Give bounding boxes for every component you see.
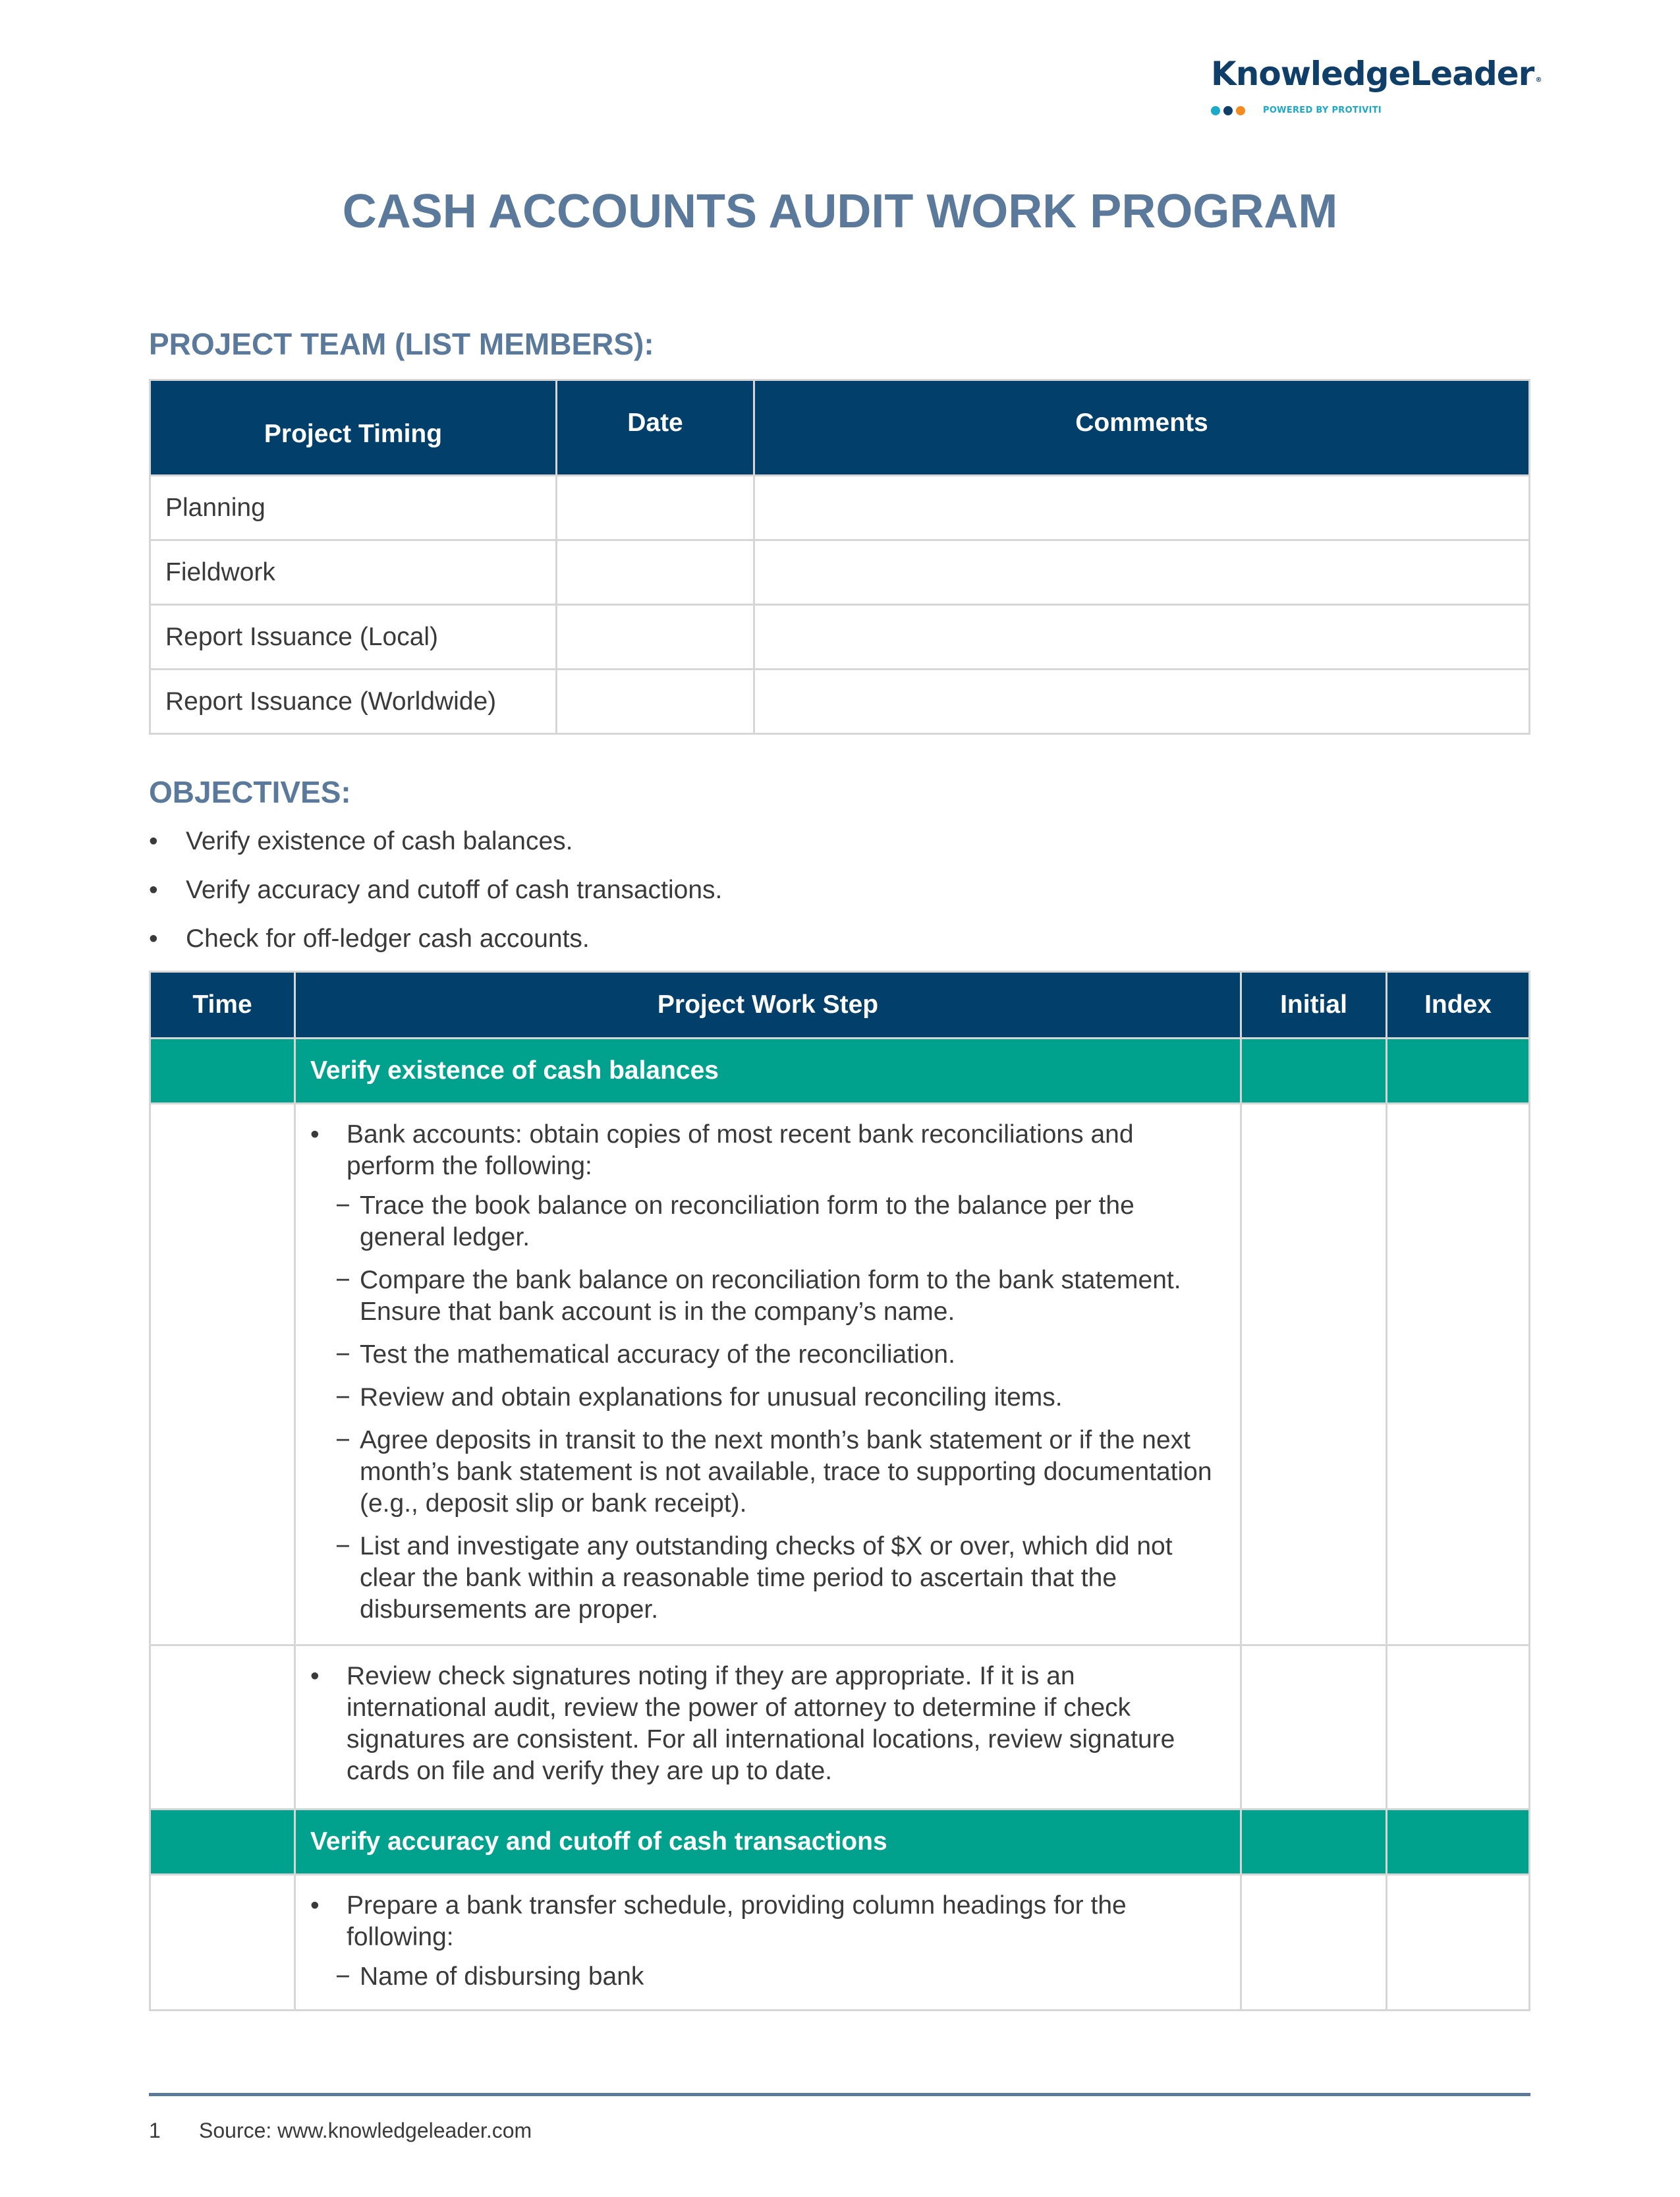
dash-icon: − bbox=[335, 1532, 350, 1560]
initial-cell[interactable] bbox=[1241, 1104, 1387, 1645]
index-cell[interactable] bbox=[1387, 1104, 1530, 1645]
comments-cell[interactable] bbox=[754, 540, 1530, 605]
work-program-table bbox=[149, 971, 1530, 2011]
timing-cell: Planning bbox=[150, 476, 557, 540]
sub-step-item bbox=[310, 1961, 1220, 1993]
page-number: 1 bbox=[149, 2119, 161, 2142]
initial-cell[interactable] bbox=[1241, 1875, 1387, 2011]
bullet-icon: • bbox=[149, 876, 158, 904]
index-cell bbox=[1387, 1810, 1530, 1875]
table-row bbox=[150, 605, 1530, 670]
column-header-time: Time bbox=[150, 972, 295, 1039]
table-header-row bbox=[150, 972, 1530, 1039]
objectives-heading: OBJECTIVES: bbox=[149, 775, 351, 809]
objective-item bbox=[149, 920, 722, 969]
date-cell[interactable] bbox=[557, 670, 754, 734]
column-header-initial: Initial bbox=[1241, 972, 1387, 1039]
time-cell bbox=[150, 1810, 295, 1875]
table-row bbox=[150, 476, 1530, 540]
document-title: CASH ACCOUNTS AUDIT WORK PROGRAM bbox=[342, 185, 1338, 238]
date-cell[interactable] bbox=[557, 540, 754, 605]
column-header-project-timing: Project Timing bbox=[150, 380, 557, 476]
knowledgeleader-logo bbox=[1211, 54, 1542, 115]
project-timing-table bbox=[149, 379, 1530, 735]
section-row-accuracy-cutoff bbox=[150, 1810, 1530, 1875]
index-cell bbox=[1387, 1039, 1530, 1104]
objective-item bbox=[149, 822, 722, 871]
time-cell bbox=[150, 1039, 295, 1104]
index-cell[interactable] bbox=[1387, 1645, 1530, 1810]
time-cell[interactable] bbox=[150, 1645, 295, 1810]
time-cell[interactable] bbox=[150, 1104, 295, 1645]
source-text: Source: www.knowledgeleader.com bbox=[199, 2119, 532, 2142]
logo-tagline: POWERED BY PROTIVITI bbox=[1263, 105, 1382, 115]
timing-cell: Fieldwork bbox=[150, 540, 557, 605]
sub-step-text: List and investigate any outstanding checks of $X or over, which did not clear the bank within a reasonable time period to ascertain that the disbursements are proper. bbox=[360, 1532, 1173, 1624]
work-step-cell bbox=[295, 1645, 1241, 1810]
dash-icon: − bbox=[335, 1191, 350, 1220]
section-title: Verify accuracy and cutoff of cash transactions bbox=[295, 1810, 1241, 1875]
column-header-date: Date bbox=[557, 380, 754, 476]
dash-icon: − bbox=[335, 1962, 350, 1991]
work-step-item bbox=[310, 1661, 1220, 1787]
dot-icon-cyan bbox=[1211, 106, 1220, 115]
sub-step-text: Review and obtain explanations for unusual reconciling items. bbox=[360, 1383, 1063, 1412]
logo-wordmark-text: KnowledgeLeader bbox=[1211, 55, 1534, 93]
sub-step-item bbox=[310, 1265, 1220, 1328]
project-team-heading: PROJECT TEAM (LIST MEMBERS): bbox=[149, 327, 654, 361]
bullet-icon: • bbox=[310, 1662, 320, 1690]
sub-step-item bbox=[310, 1190, 1220, 1253]
initial-cell bbox=[1241, 1810, 1387, 1875]
dash-icon: − bbox=[335, 1266, 350, 1294]
work-step-text: Prepare a bank transfer schedule, providing column headings for the following: bbox=[347, 1891, 1127, 1951]
dash-icon: − bbox=[335, 1426, 350, 1454]
table-row bbox=[150, 1645, 1530, 1810]
logo-tagline-row bbox=[1211, 105, 1527, 115]
bullet-icon: • bbox=[149, 827, 158, 855]
sub-step-text: Test the mathematical accuracy of the reconciliation. bbox=[360, 1340, 955, 1369]
table-row bbox=[150, 1875, 1530, 2011]
index-cell[interactable] bbox=[1387, 1875, 1530, 2011]
objective-text: Verify accuracy and cutoff of cash transactions. bbox=[186, 876, 723, 904]
objective-text: Check for off-ledger cash accounts. bbox=[186, 925, 590, 953]
objective-item bbox=[149, 871, 722, 920]
sub-step-item bbox=[310, 1425, 1220, 1520]
bullet-icon: • bbox=[310, 1891, 320, 1920]
timing-cell: Report Issuance (Worldwide) bbox=[150, 670, 557, 734]
sub-step-item bbox=[310, 1339, 1220, 1371]
work-step-item bbox=[310, 1890, 1220, 1953]
dash-icon: − bbox=[335, 1340, 350, 1369]
date-cell[interactable] bbox=[557, 605, 754, 670]
logo-wordmark bbox=[1211, 54, 1542, 94]
comments-cell[interactable] bbox=[754, 605, 1530, 670]
column-header-project-work-step: Project Work Step bbox=[295, 972, 1241, 1039]
sub-step-item bbox=[310, 1531, 1220, 1626]
table-header-row bbox=[150, 380, 1530, 476]
sub-step-text: Compare the bank balance on reconciliation form to the bank statement. Ensure that bank account is in the company’s name. bbox=[360, 1266, 1181, 1326]
section-row-existence bbox=[150, 1039, 1530, 1104]
sub-step-text: Agree deposits in transit to the next month’s bank statement or if the next month’s bank statement is not available, trace to supporting documentation (e.g., deposit slip or bank receipt). bbox=[360, 1426, 1212, 1518]
initial-cell bbox=[1241, 1039, 1387, 1104]
work-step-item bbox=[310, 1119, 1220, 1182]
time-cell[interactable] bbox=[150, 1875, 295, 2011]
column-header-index: Index bbox=[1387, 972, 1530, 1039]
sub-step-text: Trace the book balance on reconciliation form to the balance per the general ledger. bbox=[360, 1191, 1134, 1251]
table-row bbox=[150, 670, 1530, 734]
table-row bbox=[150, 540, 1530, 605]
dot-icon-navy bbox=[1223, 106, 1233, 115]
comments-cell[interactable] bbox=[754, 476, 1530, 540]
objective-text: Verify existence of cash balances. bbox=[186, 827, 573, 855]
section-title: Verify existence of cash balances bbox=[295, 1039, 1241, 1104]
bullet-icon: • bbox=[149, 925, 158, 953]
column-header-comments: Comments bbox=[754, 380, 1530, 476]
page-footer bbox=[149, 2119, 532, 2143]
registered-mark: ® bbox=[1535, 76, 1542, 84]
work-step-cell bbox=[295, 1104, 1241, 1645]
date-cell[interactable] bbox=[557, 476, 754, 540]
timing-cell: Report Issuance (Local) bbox=[150, 605, 557, 670]
bullet-icon: • bbox=[310, 1120, 320, 1149]
work-step-text: Review check signatures noting if they are appropriate. If it is an international audit, review the power of attorney to determine if check signatures are consistent. For all international locations, review signature cards on file and verify they are up to date. bbox=[347, 1662, 1175, 1785]
work-step-cell bbox=[295, 1875, 1241, 2011]
footer-divider bbox=[149, 2093, 1530, 2096]
objectives-list bbox=[149, 822, 722, 969]
sub-step-text: Name of disbursing bank bbox=[360, 1962, 644, 1991]
comments-cell[interactable] bbox=[754, 670, 1530, 734]
dot-icon-orange bbox=[1236, 106, 1245, 115]
work-step-text: Bank accounts: obtain copies of most recent bank reconciliations and perform the following: bbox=[347, 1120, 1134, 1180]
dash-icon: − bbox=[335, 1383, 350, 1412]
table-row bbox=[150, 1104, 1530, 1645]
initial-cell[interactable] bbox=[1241, 1645, 1387, 1810]
sub-step-item bbox=[310, 1382, 1220, 1413]
